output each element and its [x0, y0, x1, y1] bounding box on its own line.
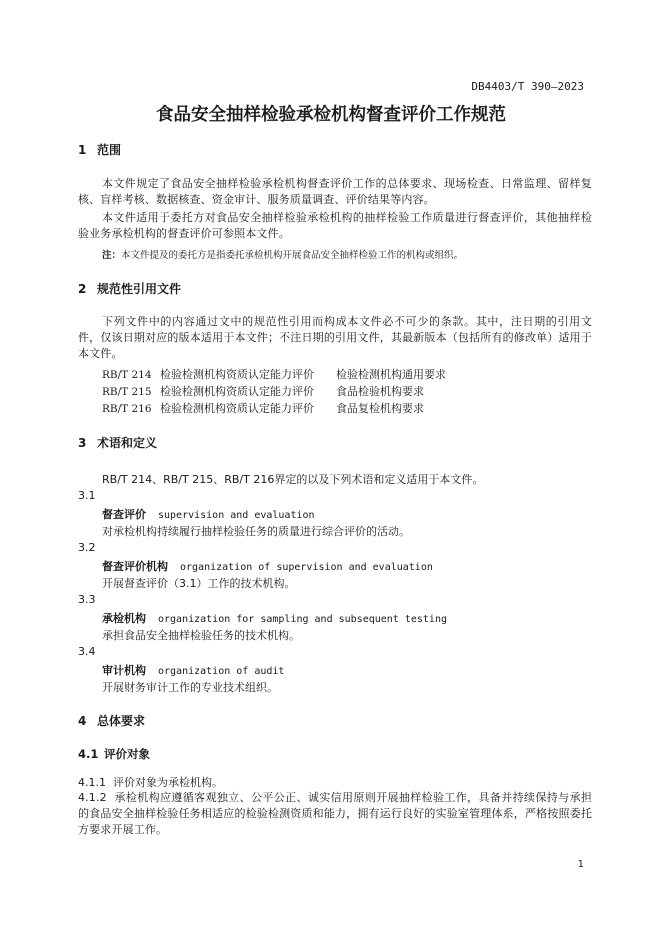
reference-item — [102, 400, 424, 416]
term-number: 3.1 — [78, 489, 96, 502]
reference-item — [102, 366, 446, 382]
term-heading — [102, 558, 433, 574]
section-title: 规范性引用文件 — [97, 282, 182, 296]
term-zh: 督查评价 — [102, 508, 146, 521]
clause-number: 4.1.2 — [78, 791, 107, 804]
section-2-paragraph: 下列文件中的内容通过文中的规范性引用而构成本文件必不可少的条款。其中，注日期的引用文件，仅该日期对应的版本适用于本文件；不注日期的引用文件，其最新版本（包括所有的修改单）适用于本文件。 — [78, 315, 592, 360]
section-1-paragraph-1: 本文件规定了食品安全抽样检验承检机构督查评价工作的总体要求、现场检查、日常监理、留样复核、盲样考核、数据核查、资金审计、服务质量调查、评价结果等内容。 — [78, 177, 592, 206]
clause-text: 承检机构应遵循客观独立、公平公正、诚实信用原则开展抽样检验工作，具备并持续保持与承担的食品安全抽样检验任务相适应的检验检测资质和能力，拥有运行良好的实验室管理体系，严格按照委托方要求开展工作。 — [78, 791, 593, 836]
clause-4-1-1 — [78, 774, 223, 790]
term-en: organization of audit — [158, 666, 285, 677]
term-definition: 开展财务审计工作的专业技术组织。 — [102, 681, 278, 694]
term-number: 3.2 — [78, 541, 96, 554]
clause-number: 4.1.1 — [78, 776, 106, 789]
clause-4-1-2 — [78, 790, 592, 838]
subsection-4-1-heading — [78, 746, 150, 762]
reference-title-part-1: 检验检测机构资质认定能力评价 — [160, 385, 314, 398]
term-en: organization of supervision and evaluation — [180, 562, 433, 573]
term-heading — [102, 610, 447, 626]
section-number: 1 — [78, 143, 87, 157]
term-heading — [102, 662, 284, 678]
section-4-heading — [78, 712, 145, 729]
reference-code: RB/T 215 — [102, 386, 152, 398]
section-title: 术语和定义 — [97, 436, 158, 450]
term-en: organization for sampling and subsequent testing — [158, 614, 447, 625]
term-definition: 对承检机构持续履行抽样检验任务的质量进行综合评价的活动。 — [102, 525, 410, 538]
reference-code: RB/T 214 — [102, 369, 152, 381]
reference-code: RB/T 216 — [102, 403, 152, 415]
section-1-heading — [78, 141, 121, 158]
note-text: 本文件提及的委托方是指委托承检机构开展食品安全抽样检验工作的机构或组织。 — [121, 250, 464, 261]
section-1-paragraph-2: 本文件适用于委托方对食品安全抽样检验承检机构的抽样检验工作质量进行督查评价，其他抽样检验业务承检机构的督查评价可参照本文件。 — [78, 211, 592, 240]
section-title: 范围 — [97, 143, 122, 157]
section-number: 4 — [78, 714, 87, 728]
reference-title-part-2: 食品检验机构要求 — [336, 385, 424, 398]
section-number: 2 — [78, 282, 87, 296]
document-title: 食品安全抽样检验承检机构督查评价工作规范 — [156, 105, 506, 125]
subsection-title: 评价对象 — [104, 747, 150, 761]
term-number: 3.4 — [78, 645, 96, 658]
section-3-heading — [78, 434, 157, 451]
term-zh: 承检机构 — [102, 612, 146, 625]
document-id: DB4403/T 390—2023 — [471, 80, 584, 93]
term-heading — [102, 506, 315, 522]
term-number: 3.3 — [78, 593, 96, 606]
page-number: 1 — [577, 859, 584, 870]
reference-title-part-2: 食品复检机构要求 — [336, 402, 424, 415]
term-en: supervision and evaluation — [158, 510, 315, 521]
section-title: 总体要求 — [97, 714, 146, 728]
clause-text: 评价对象为承检机构。 — [113, 776, 223, 789]
term-definition: 开展督查评价（3.1）工作的技术机构。 — [102, 577, 296, 590]
section-3-intro: RB/T 214、RB/T 215、RB/T 216界定的以及下列术语和定义适用于本文件。 — [102, 473, 484, 486]
section-number: 3 — [78, 436, 87, 450]
reference-item — [102, 383, 424, 399]
section-2-heading — [78, 280, 181, 297]
term-zh: 审计机构 — [102, 664, 146, 677]
term-definition: 承担食品安全抽样检验任务的技术机构。 — [102, 629, 300, 642]
reference-title-part-1: 检验检测机构资质认定能力评价 — [160, 368, 314, 381]
section-1-note — [102, 247, 463, 261]
subsection-number: 4.1 — [78, 747, 99, 761]
reference-title-part-2: 检验检测机构通用要求 — [336, 368, 446, 381]
reference-title-part-1: 检验检测机构资质认定能力评价 — [160, 402, 314, 415]
term-zh: 督查评价机构 — [102, 560, 168, 573]
note-label: 注： — [102, 250, 122, 261]
